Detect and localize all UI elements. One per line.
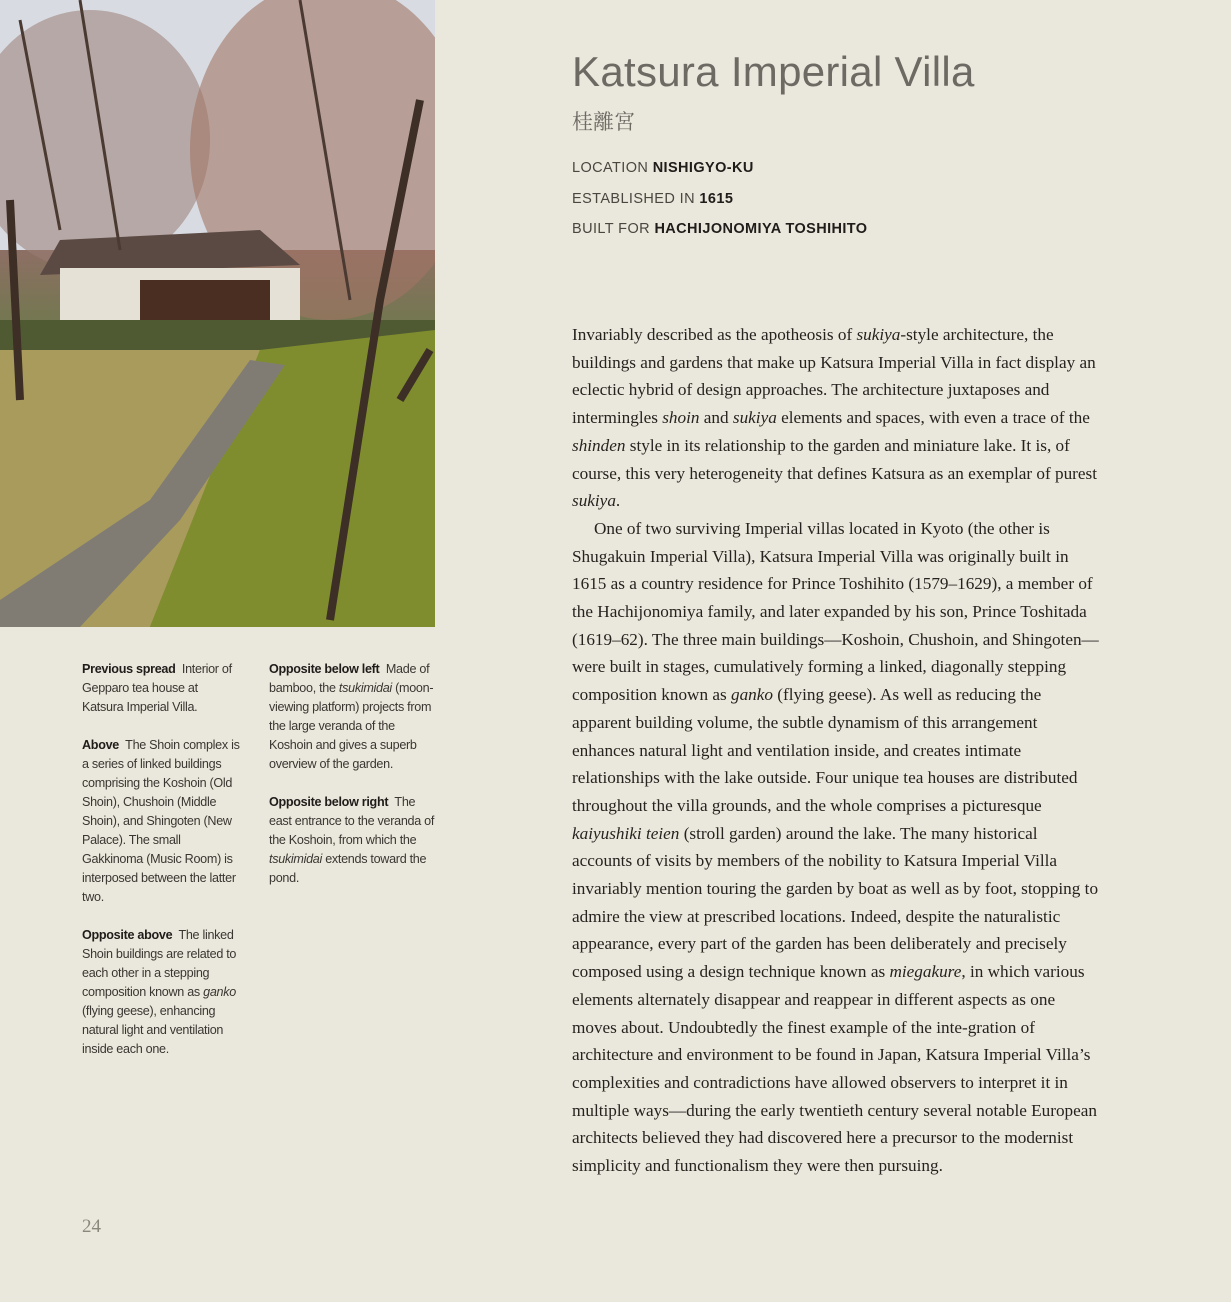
caption [82,660,242,717]
text-run: elements and spaces, with even a trace of the [776,408,1090,428]
italic-term: ganko [203,985,236,999]
italic-term: sukiya [732,408,777,428]
caption [269,793,439,888]
text-run: Interior of Gepparo tea house at Katsura Imperial Villa. [82,662,232,714]
text-run: The linked Shoin buildings are related to each other in a stepping composition known as [82,928,237,999]
body-paragraph [572,321,1100,515]
caption-heading: Opposite above [82,928,173,942]
caption-heading: Opposite below left [269,662,380,676]
italic-term: ganko [730,685,773,705]
italic-term: sukiya [572,491,616,511]
caption-heading: Previous spread [82,662,176,676]
italic-term: miegakure [889,962,962,982]
text-run: -style architecture, the buildings and gardens that make up Katsura Imperial Villa in fact display an eclectic hybrid of design approaches. The architecture juxtaposes and intermingles [572,325,1096,428]
italic-term: shoin [662,408,700,428]
captions-right-column [269,660,439,907]
page-number: 24 [82,1216,101,1237]
text-run: extends toward the pond. [269,852,427,885]
text-run: One of two surviving Imperial villas located in Kyoto (the other is Shugakuin Imperial Villa), Katsura Imperial Villa was originally built in 1615 as a country residence for Prince Toshihito (1579–1629), a member of the Hachijonomiya family, and later expanded by his son, Prince Toshitada (1619–62). The three main buildings—Koshoin, Chushoin, and Shingoten—were built in stages, cumulatively forming a linked, diagonally stepping composition known as [572,518,1099,705]
text-run: . [615,491,621,511]
italic-term: tsukimidai [338,681,392,695]
text-run: Made of bamboo, the [269,662,430,695]
text-run: (stroll garden) around the lake. The many historical accounts of visits by members of the nobility to Katsura Imperial Villa invariably mention touring the garden by boat as well as by foot, stopping to admire the view at prescribed locations. Indeed, despite the naturalistic appearance, every part of the garden has been deliberately and precisely composed using a design technique known as [572,823,1099,982]
body-paragraph [572,515,1100,1180]
text-run: The Shoin complex is a series of linked buildings comprising the Koshoin (Old Shoin), Chushoin (Middle Shoin), and Shingoten (New Palace). The small Gakkinoma (Music Room) is interposed between the latter two. [82,738,240,904]
text-run: , in which various elements alternately disappear and reappear in different aspects as one moves about. Undoubtedly the finest example of the inte-gration of architecture and environment to be found in Japan, Katsura Imperial Villa’s complexities and contradictions have allowed observers to interpret it in multiple ways—during the early twentieth century several notable European architects believed they had discovered here a precursor to the modernist simplicity and functionalism they were then pursuing. [572,962,1097,1176]
fact-location: LOCATION NISHIGYO-KU [572,160,754,176]
italic-term: sukiya [856,325,901,344]
text-run: (flying geese), enhancing natural light and ventilation inside each one. [82,1004,224,1056]
caption-heading: Above [82,738,119,752]
text-run: (flying geese). As well as reducing the apparent building volume, the subtle dynamism of this arrangement enhances natural light and ventilation inside, and creates intimate relationships with the lake outside. Four unique tea houses are distributed throughout the villa grounds, and the whole comprises a picturesque [572,685,1078,815]
text-run: Invariably described as the apotheosis of [572,325,857,344]
italic-term: tsukimidai [269,852,322,866]
italic-term: shinden [572,435,626,455]
fact-established: ESTABLISHED IN 1615 [572,190,734,207]
fact-built-for: BUILT FOR HACHIJONOMIYA TOSHIHITO [572,221,868,237]
caption [269,660,439,774]
caption [82,926,242,1059]
text-run: and [699,408,733,428]
page-title: Katsura Imperial Villa [572,48,975,95]
title-kanji: 桂離宮 [572,111,635,134]
text-run: (moon-viewing platform) projects from the large veranda of the Koshoin and gives a superb overview of the garden. [269,681,434,771]
caption-heading: Opposite below right [269,795,389,809]
captions-left-column [82,660,242,1078]
text-run: The east entrance to the veranda of the Koshoin, from which the [269,795,435,847]
site-facts [572,160,867,252]
body-text [572,321,1100,1180]
italic-term: kaiyushiki teien [572,823,680,843]
text-run: style in its relationship to the garden and miniature lake. It is, of course, this very heterogeneity that defines Katsura as an exemplar of purest [572,435,1097,483]
villa-garden-photo [0,0,435,627]
caption [82,736,242,907]
